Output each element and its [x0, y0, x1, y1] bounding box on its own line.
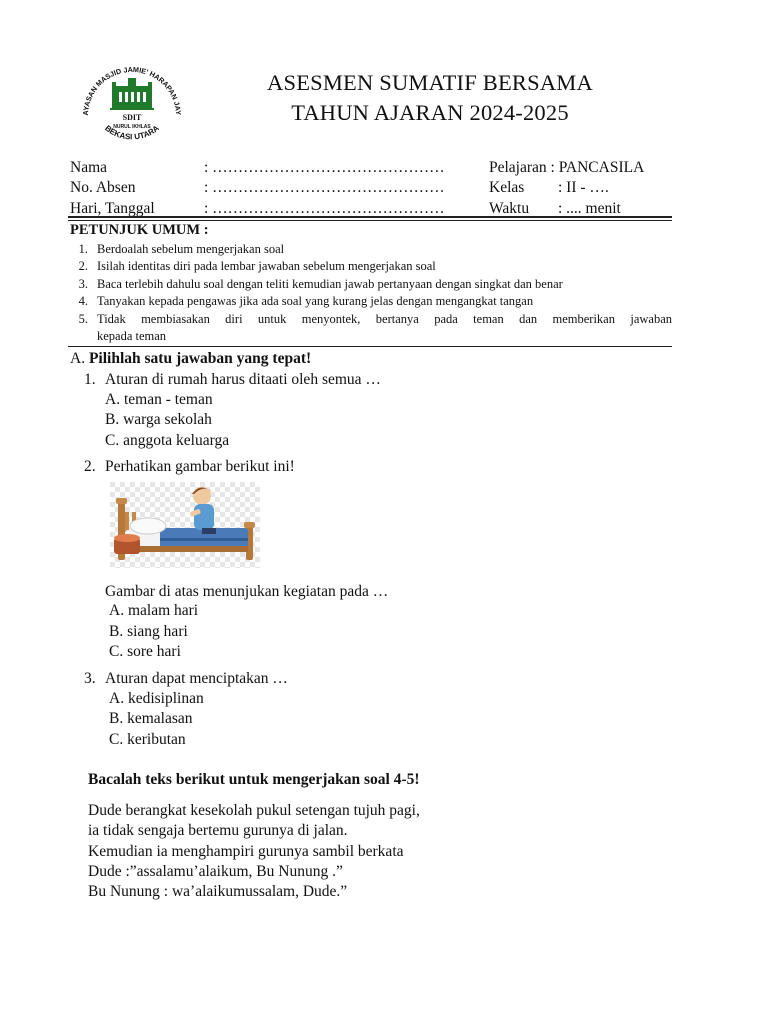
option-c[interactable]: C. sore hari [109, 643, 181, 660]
absen-field[interactable]: : ……………………………………… [204, 179, 445, 196]
section-title: Pilihlah satu jawaban yang tepat! [88, 350, 312, 367]
question-text: Perhatikan gambar berikut ini! [105, 458, 295, 475]
reading-line: Kemudian ia menghampiri gurunya sambil berkata [88, 843, 404, 860]
kelas-value: : II - …. [558, 179, 609, 196]
reading-line: Dude berangkat kesekolah pukul setengan tujuh pagi, [88, 802, 420, 819]
option-a[interactable]: A. malam hari [109, 602, 199, 619]
pelajaran-label: Pelajaran : PANCASILA [489, 159, 645, 176]
logo-school: SDIT [122, 113, 142, 122]
school-logo [76, 56, 188, 152]
absen-label: No. Absen [70, 179, 136, 196]
option-b[interactable]: B. kemalasan [109, 710, 193, 727]
logo-school-sub: NURUL IKHLAS [113, 124, 151, 130]
tanggal-field[interactable]: : ……………………………………… [204, 200, 445, 217]
nama-label: Nama [70, 159, 108, 176]
question-number: 2. [84, 458, 96, 475]
instruction-item: 3. Baca terlebih dahulu soal dengan teliti kemudian jawab pertanyaan dengan singkat dan benar [78, 277, 563, 291]
instruction-item: 4. Tanyakan kepada pengawas jika ada soal yang kurang jelas dengan mengangkat tangan [78, 294, 534, 308]
instruction-item: 5. Tidak membiasakan diri untuk menyontek, bertanya pada teman dan memberikan jawaban [78, 312, 672, 326]
page-title-line2: TAHUN AJARAN 2024-2025 [291, 100, 569, 125]
question-number: 3. [84, 670, 96, 687]
header-divider [68, 216, 672, 221]
instruction-item: 2. Isilah identitas diri pada lembar jawaban sebelum mengerjakan soal [78, 259, 436, 273]
page-title-line1: ASESMEN SUMATIF BERSAMA [267, 70, 593, 95]
kelas-label: Kelas [489, 179, 525, 196]
instruction-item-continuation: kepada teman [97, 329, 167, 343]
option-b[interactable]: B. warga sekolah [105, 411, 212, 428]
option-c[interactable]: C. keributan [109, 731, 186, 748]
nama-field[interactable]: : ……………………………………… [204, 159, 445, 176]
tanggal-label: Hari, Tanggal [70, 200, 155, 217]
reading-line: Bu Nunung : wa’alaikumussalam, Dude.” [88, 883, 348, 900]
logo-bottom-text: BEKASI UTARA [103, 123, 161, 142]
reading-heading: Bacalah teks berikut untuk mengerjakan soal 4-5! [88, 771, 420, 788]
mosque-icon [110, 78, 154, 110]
waktu-label: Waktu [489, 200, 530, 217]
option-c[interactable]: C. anggota keluarga [105, 432, 230, 449]
waktu-value: : .... menit [558, 200, 621, 217]
option-a[interactable]: A. kedisiplinan [109, 690, 204, 707]
bed-making-illustration [110, 482, 260, 568]
question-number: 1. [84, 371, 96, 388]
instructions-divider [68, 346, 672, 347]
reading-line: Dude :”assalamu’alaikum, Bu Nunung .” [88, 863, 343, 880]
question-text: Aturan di rumah harus ditaati oleh semua … [105, 371, 381, 388]
question-text: Aturan dapat menciptakan … [105, 670, 288, 687]
question-followup: Gambar di atas menunjukan kegiatan pada … [105, 583, 389, 600]
logo-arc-text: AYASAN MASJID JAMIE' HARAPAN JAY [80, 64, 184, 116]
reading-line: ia tidak sengaja bertemu gurunya di jalan. [88, 822, 348, 839]
option-a[interactable]: A. teman - teman [105, 391, 213, 408]
instruction-item: 1. Berdoalah sebelum mengerjakan soal [78, 242, 285, 256]
section-a-heading [70, 349, 311, 369]
option-b[interactable]: B. siang hari [109, 623, 188, 640]
section-letter: A. [70, 350, 86, 367]
instructions-heading: PETUNJUK UMUM : [70, 222, 209, 238]
